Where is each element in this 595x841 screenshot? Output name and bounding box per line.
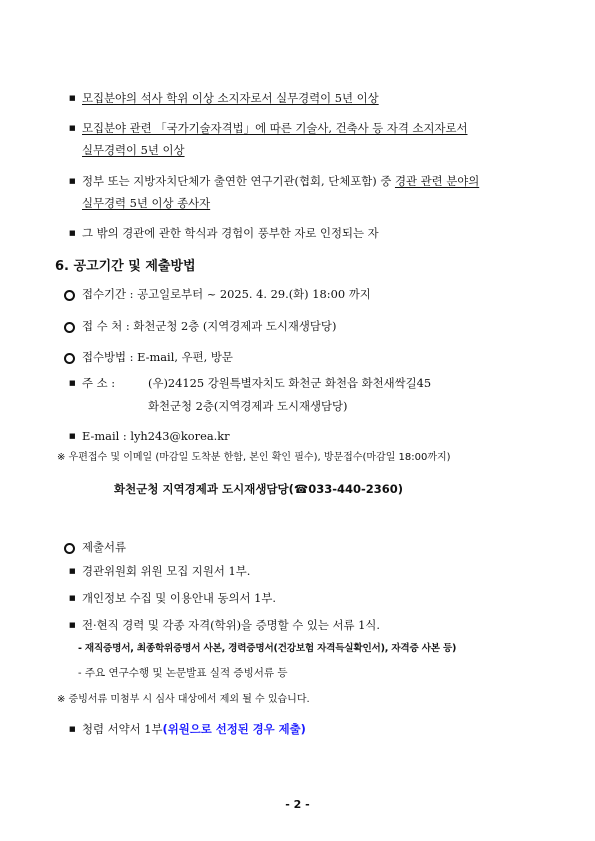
submission-period: 접수기간 : 공고일로부터 ~ 2025. 4. 29.(화) 18:00 까지 xyxy=(82,287,371,301)
document-sub-2: - 주요 연구수행 및 논문발표 실적 증빙서류 등 xyxy=(78,667,288,679)
address-label: 주 소 : xyxy=(82,376,116,390)
documents-heading: 제출서류 xyxy=(82,540,127,554)
submission-place: 접 수 처 : 화천군청 2층 (지역경제과 도시재생담당) xyxy=(82,319,337,333)
pledge-condition: (위원으로 선정된 경우 제출) xyxy=(162,722,306,736)
pledge-line xyxy=(82,721,306,737)
bullet-icon: ■ xyxy=(69,621,76,629)
bullet-icon: ■ xyxy=(69,594,76,602)
contact-line: 화천군청 지역경제과 도시재생담당(☎033-440-2360) xyxy=(114,482,404,496)
bullet-icon: ■ xyxy=(69,124,76,132)
circle-bullet-icon xyxy=(64,353,75,364)
email-line: E-mail : lyh243@korea.kr xyxy=(82,429,230,443)
qualification-3-underlined: 경관 관련 분야의 xyxy=(394,174,480,188)
bullet-icon: ■ xyxy=(69,94,76,102)
qualification-3-line1 xyxy=(82,173,479,189)
circle-bullet-icon xyxy=(64,322,75,333)
document-sub-1: - 재직증명서, 최종학위증명서 사본, 경력증명서(건강보험 자격득실확인서), 자격증 사본 등) xyxy=(78,643,457,654)
bullet-icon: ■ xyxy=(69,725,76,733)
submission-method: 접수방법 : E-mail, 우편, 방문 xyxy=(82,350,233,364)
pledge-text: 청렴 서약서 1부 xyxy=(82,722,163,736)
bullet-icon: ■ xyxy=(69,379,76,387)
page-number: - 2 - xyxy=(285,798,310,811)
qualification-1: 모집분야의 석사 학위 이상 소지자로서 실무경력이 5년 이상 xyxy=(82,91,379,105)
section-6-heading: 6. 공고기간 및 제출방법 xyxy=(55,259,196,274)
qualification-2-line2: 실무경력이 5년 이상 xyxy=(82,143,185,157)
document-item-2: 개인정보 수집 및 이용안내 동의서 1부. xyxy=(82,591,277,605)
qualification-3-plain: 정부 또는 지방자치단체가 출연한 연구기관(협회, 단체포함) 중 xyxy=(82,174,395,188)
qualification-3-line2: 실무경력 5년 이상 종사자 xyxy=(82,196,211,210)
bullet-icon: ■ xyxy=(69,432,76,440)
qualification-4: 그 밖의 경관에 관한 학식과 경험이 풍부한 자로 인정되는 자 xyxy=(82,226,379,240)
documents-note: ※ 증빙서류 미첨부 시 심사 대상에서 제외 될 수 있습니다. xyxy=(57,694,310,705)
bullet-icon: ■ xyxy=(69,177,76,185)
document-item-1: 경관위원회 위원 모집 지원서 1부. xyxy=(82,564,251,578)
address-line-2: 화천군청 2층(지역경제과 도시재생담당) xyxy=(148,399,348,413)
bullet-icon: ■ xyxy=(69,229,76,237)
address-line-1: (우)24125 강원특별자치도 화천군 화천읍 화천새싹길45 xyxy=(148,376,432,390)
bullet-icon: ■ xyxy=(69,567,76,575)
circle-bullet-icon xyxy=(64,543,75,554)
qualification-2-line1: 모집분야 관련 「국가기술자격법」에 따른 기술사, 건축사 등 자격 소지자로서 xyxy=(82,121,468,135)
circle-bullet-icon xyxy=(64,290,75,301)
document-item-3: 전·현직 경력 및 각종 자격(학위)을 증명할 수 있는 서류 1식. xyxy=(82,618,381,632)
submission-note: ※ 우편접수 및 이메일 (마감일 도착분 한함, 본인 확인 필수), 방문접수(마감일 18:00까지) xyxy=(57,452,451,463)
